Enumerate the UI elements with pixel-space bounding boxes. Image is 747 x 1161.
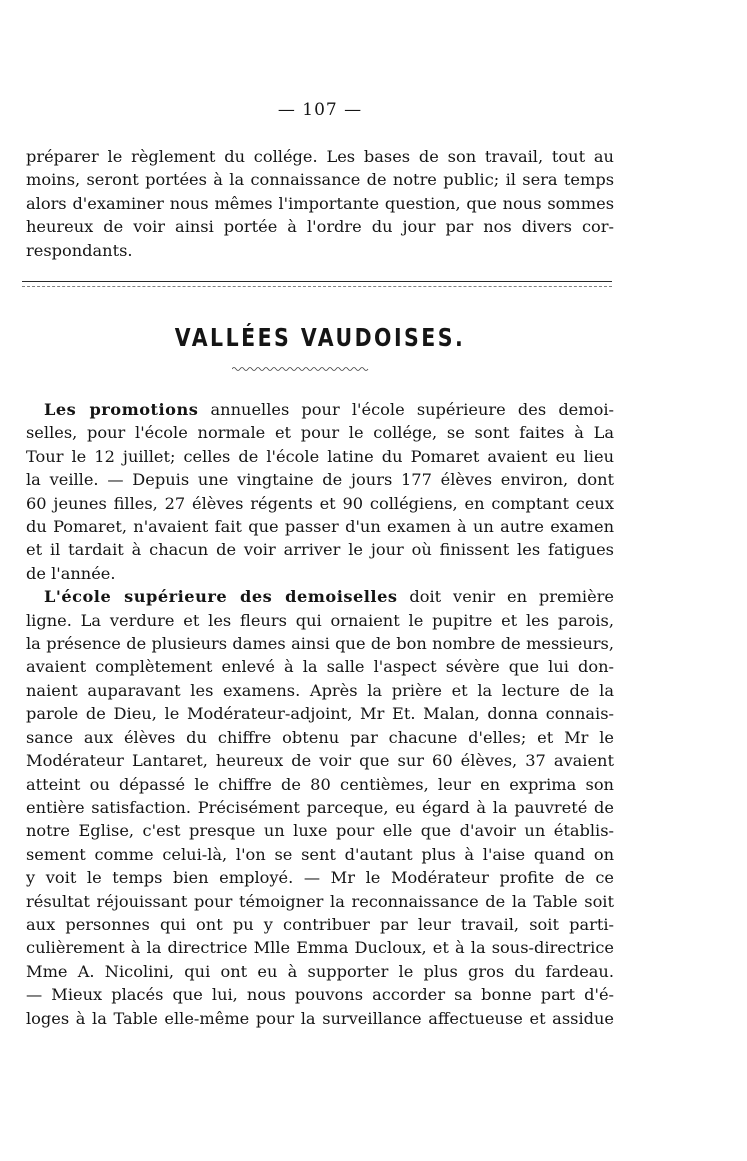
text-line: sement comme celui-là, l'on se sent d'autant plus à l'aise quand on [26,844,614,864]
ornament-squiggle [232,366,370,372]
text-line: — Mieux placés que lui, nous pouvons accorder sa bonne part d'é- [26,985,614,1005]
text-line: selles, pour l'école normale et pour le collége, se sont faites à La [26,423,614,443]
text-line: y voit le temps bien employé. — Mr le Modérateur profite de ce [26,868,614,888]
divider-line [22,286,612,287]
text-line: heureux de voir ainsi portée à l'ordre du jour par nos divers cor- [26,217,614,237]
text-fragment: annuelles pour l'école supérieure des demoi- [198,400,615,419]
article-body [26,398,614,1030]
text-line: culièrement à la directrice Mlle Emma Ducloux, et à la sous-directrice [26,938,614,958]
intro-paragraph [26,145,614,262]
text-line: avaient complètement enlevé à la salle l'aspect sévère que lui don- [26,657,614,677]
text-line: notre Eglise, c'est presque un luxe pour elle que d'avoir un établis- [26,821,614,841]
section-title: VALLÉES VAUDOISES. [174,323,466,352]
paragraph-lead: Les promotions [44,400,199,419]
text-line: du Pomaret, n'avaient fait que passer d'un examen à un autre examen [26,517,614,537]
text-line: la présence de plusieurs dames ainsi que de bon nombre de messieurs, [26,634,614,654]
text-line: parole de Dieu, le Modérateur-adjoint, Mr Et. Malan, donna connais- [26,704,614,724]
text-line: naient auparavant les examens. Après la prière et la lecture de la [26,680,614,700]
text-line: Mme A. Nicolini, qui ont eu à supporter le plus gros du fardeau. [26,961,614,981]
text-line: de l'année. [26,563,116,583]
text-line: atteint ou dépassé le chiffre de 80 centièmes, leur en exprima son [26,774,614,794]
text-line: la veille. — Depuis une vingtaine de jours 177 élèves environ, dont [26,470,614,490]
section-divider [22,280,612,288]
divider-line [22,281,612,282]
text-line: loges à la Table elle-même pour la surveillance affectueuse et assidue [26,1008,614,1028]
text-fragment: doit venir en première [397,587,614,607]
text-line: aux personnes qui ont pu y contribuer par leur travail, soit parti- [26,914,614,934]
paragraph-first-line [26,585,614,608]
text-line: et il tardait à chacun de voir arriver le jour où finissent les fatigues [26,540,614,560]
text-line: entière satisfaction. Précisément parceque, eu égard à la pauvreté de [26,797,614,817]
text-line: Modérateur Lantaret, heureux de voir que sur 60 élèves, 37 avaient [26,751,614,771]
text-line: alors d'examiner nous mêmes l'importante question, que nous sommes [26,193,614,213]
paragraph-lead: L'école supérieure des demoiselles [44,587,398,607]
text-line: ligne. La verdure et les fleurs qui ornaient le pupitre et les parois, [26,610,614,630]
paragraph-first-line [26,398,614,421]
text-line: Tour le 12 juillet; celles de l'école latine du Pomaret avaient eu lieu [26,446,614,466]
page-number: — 107 — [277,100,363,120]
text-line: 60 jeunes filles, 27 élèves régents et 90 collégiens, en comptant ceux [26,493,614,513]
text-line: sance aux élèves du chiffre obtenu par chacune d'elles; et Mr le [26,727,614,747]
text-line: moins, seront portées à la connaissance de notre public; il sera temps [26,170,614,190]
text-line: résultat réjouissant pour témoigner la reconnaissance de la Table soit [26,891,614,911]
text-line: préparer le règlement du collége. Les bases de son travail, tout au [26,147,614,166]
text-line: respondants. [26,240,133,260]
